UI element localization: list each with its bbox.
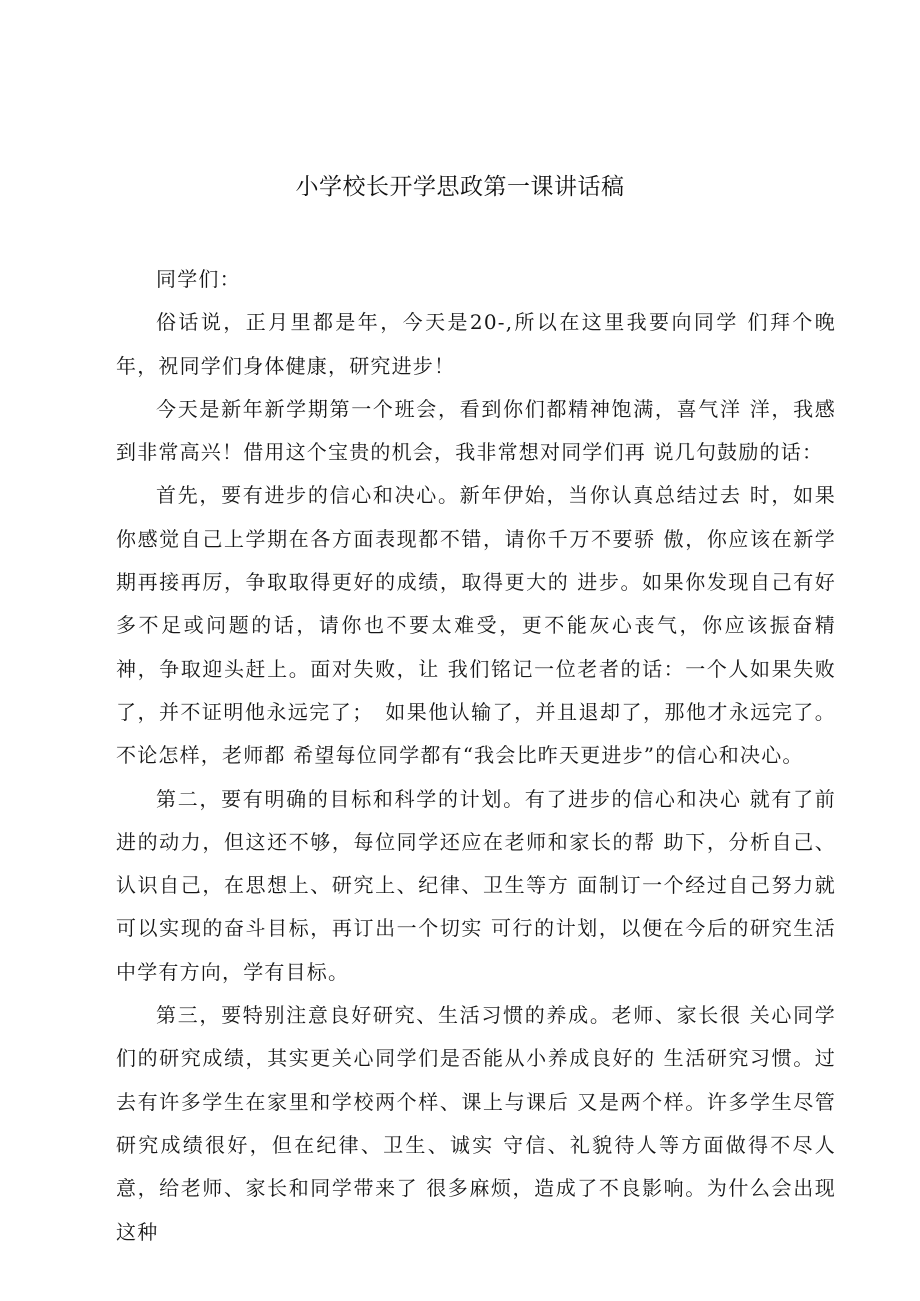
- document-title: 小学校长开学思政第一课讲话稿: [295, 174, 625, 200]
- paragraph-second-point: 第二，要有明确的目标和科学的计划。有了进步的信心和决心 就有了前进的动力，但这还不够，每位同学还应在老师和家长的帮 助下，分析自己、认识自己，在思想上、研究上、纪律、卫生等方 面制订一个经过自己努力就可以实现的奋斗目标，再订出一个切实 可行的计划，以便在今后的研究生活中学有方向，学有目标。: [116, 786, 836, 984]
- paragraph-first-point: 首先，要有进步的信心和决心。新年伊始，当你认真总结过去 时，如果你感觉自己上学期在各方面表现都不错，请你千万不要骄 傲，你应该在新学期再接再厉，争取取得更好的成绩，取得更大的 进步。如果你发现自己有好多不足或问题的话，请你也不要太难受，更不能灰心丧气，你应该振奋精神，争取迎头赶上。面对失败，让 我们铭记一位老者的话：一个人如果失败了，并不证明他永远完了； 如果他认输了，并且退却了，那他才永远完了。不论怎样，老师都 希望每位同学都有“我会比昨天更进步”的信心和决心。: [116, 483, 836, 768]
- paragraph-class-meeting: 今天是新年新学期第一个班会，看到你们都精神饱满，喜气洋 洋，我感到非常高兴！借用这个宝贵的机会，我非常想对同学们再 说几句鼓励的话：: [116, 396, 836, 465]
- paragraph-new-year-greeting: 俗话说，正月里都是年，今天是20-,所以在这里我要向同学 们拜个晚年，祝同学们身体健康，研究进步！: [116, 310, 836, 378]
- paragraph-salutation: 同学们：: [156, 267, 241, 291]
- paragraph-third-point: 第三，要特别注意良好研究、生活习惯的养成。老师、家长很 关心同学们的研究成绩，其实更关心同学们是否能从小养成良好的 生活研究习惯。过去有许多学生在家里和学校两个样、课上与课后 又是两个样。许多学生尽管研究成绩很好，但在纪律、卫生、诚实 守信、礼貌待人等方面做得不尽人意，给老师、家长和同学带来了 很多麻烦，造成了不良影响。为什么会出现这种: [116, 1003, 836, 1244]
- document-body: [116, 258, 836, 1254]
